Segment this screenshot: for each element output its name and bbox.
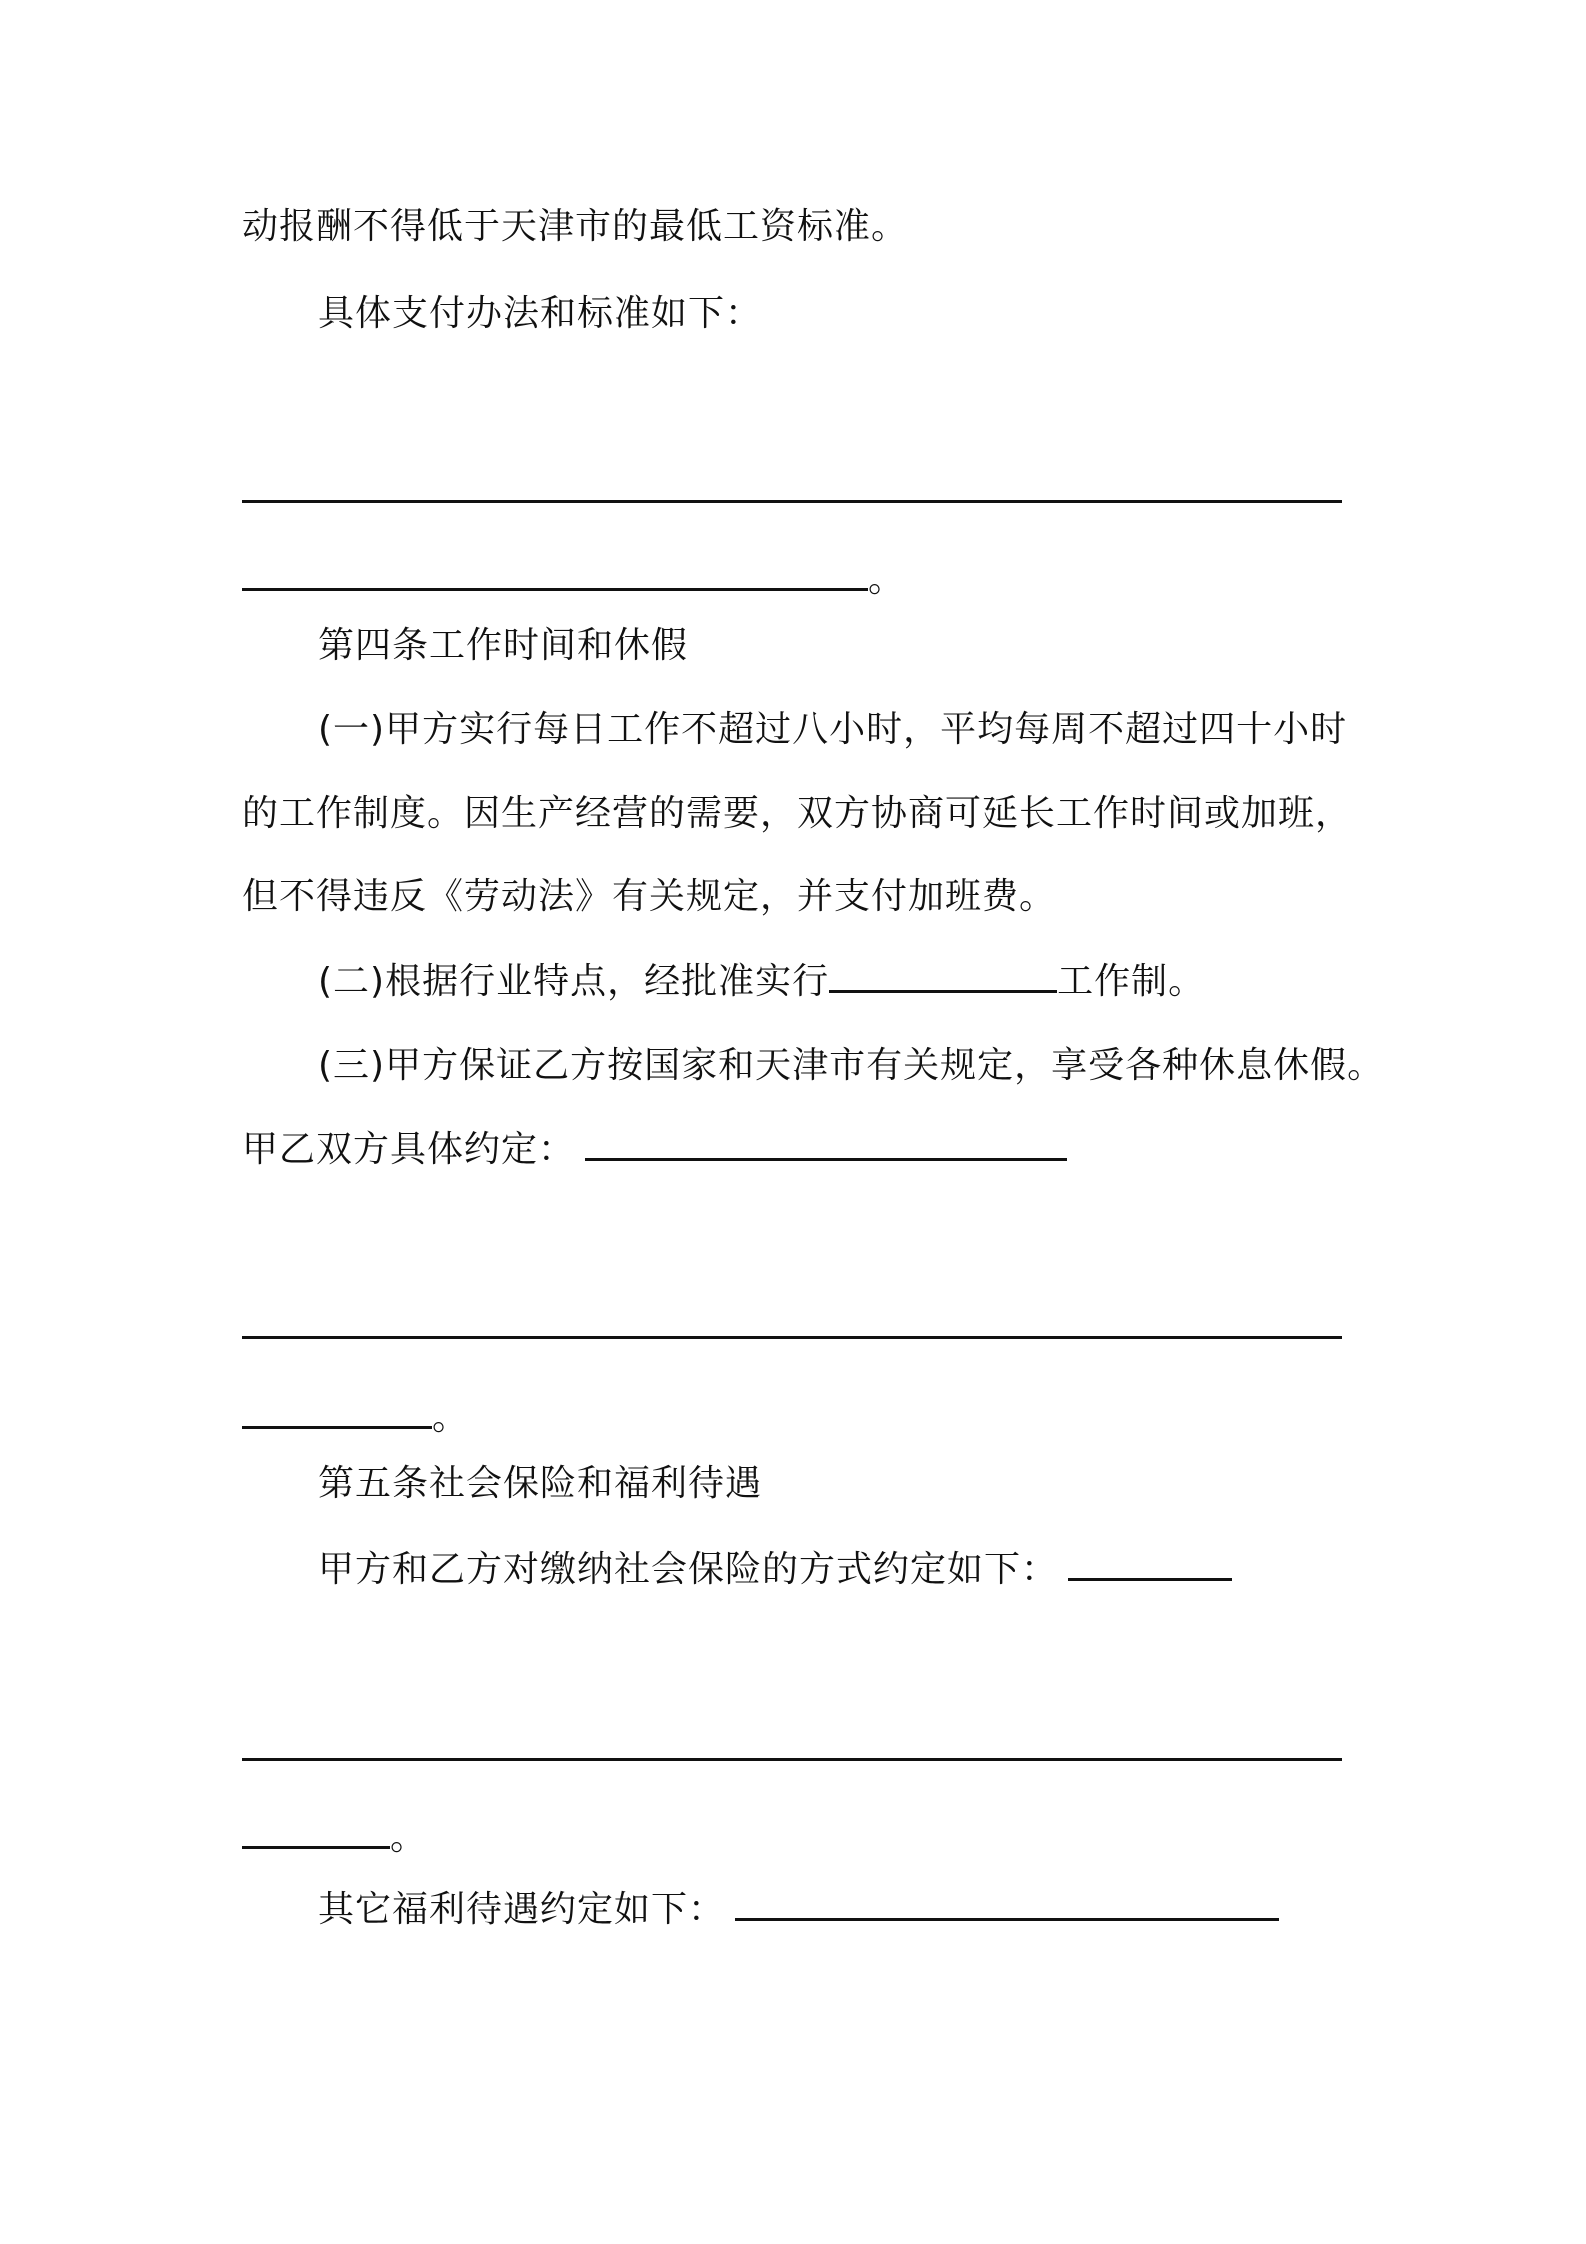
fill-in-rule — [242, 500, 1342, 503]
article-4-clause-1-line-3: 但不得违反《劳动法》有关规定，并支付加班费。 — [242, 876, 1057, 917]
period-mark: 。 — [868, 559, 905, 600]
fill-in-rule-end — [242, 552, 904, 604]
period-mark: 。 — [432, 1397, 469, 1438]
article-4-clause-3-line-2 — [242, 1126, 1067, 1174]
fill-in-rule-end — [242, 1390, 468, 1442]
clause-3-agreement-label: 甲乙双方具体约定： — [242, 1129, 576, 1170]
article-4-clause-1-line-2: 的工作制度。因生产经营的需要，双方协商可延长工作时间或加班， — [242, 793, 1353, 834]
fill-in-blank — [242, 1390, 432, 1429]
article-5-clause-2 — [318, 1886, 1279, 1934]
period-mark: 。 — [390, 1817, 427, 1858]
article-4-title: 第四条工作时间和休假 — [318, 625, 689, 666]
social-insurance-blank — [1068, 1546, 1232, 1581]
fill-in-rule — [242, 1758, 1342, 1761]
text-line-payment-method: 具体支付办法和标准如下： — [318, 293, 763, 334]
social-insurance-label: 甲方和乙方对缴纳社会保险的方式约定如下： — [318, 1549, 1059, 1590]
fill-in-blank — [242, 1810, 390, 1849]
text-line-wage-standard: 动报酬不得低于天津市的最低工资标准。 — [242, 206, 909, 247]
fill-in-rule — [242, 1336, 1342, 1339]
other-benefits-label: 其它福利待遇约定如下： — [318, 1889, 726, 1930]
other-benefits-blank — [735, 1886, 1279, 1921]
work-system-blank — [829, 958, 1057, 993]
clause-2-prefix: (二)根据行业特点，经批准实行 — [318, 961, 830, 1002]
agreement-blank — [585, 1126, 1067, 1161]
article-5-title: 第五条社会保险和福利待遇 — [318, 1463, 763, 1504]
clause-2-suffix: 工作制。 — [1057, 961, 1206, 1002]
article-4-clause-1-line-1: (一)甲方实行每日工作不超过八小时，平均每周不超过四十小时 — [318, 709, 1348, 750]
fill-in-blank — [242, 552, 868, 591]
article-4-clause-2 — [318, 958, 1205, 1006]
article-4-clause-3-line-1: (三)甲方保证乙方按国家和天津市有关规定，享受各种休息休假。 — [318, 1045, 1385, 1086]
article-5-clause-1 — [318, 1546, 1232, 1594]
fill-in-rule-end — [242, 1810, 426, 1862]
